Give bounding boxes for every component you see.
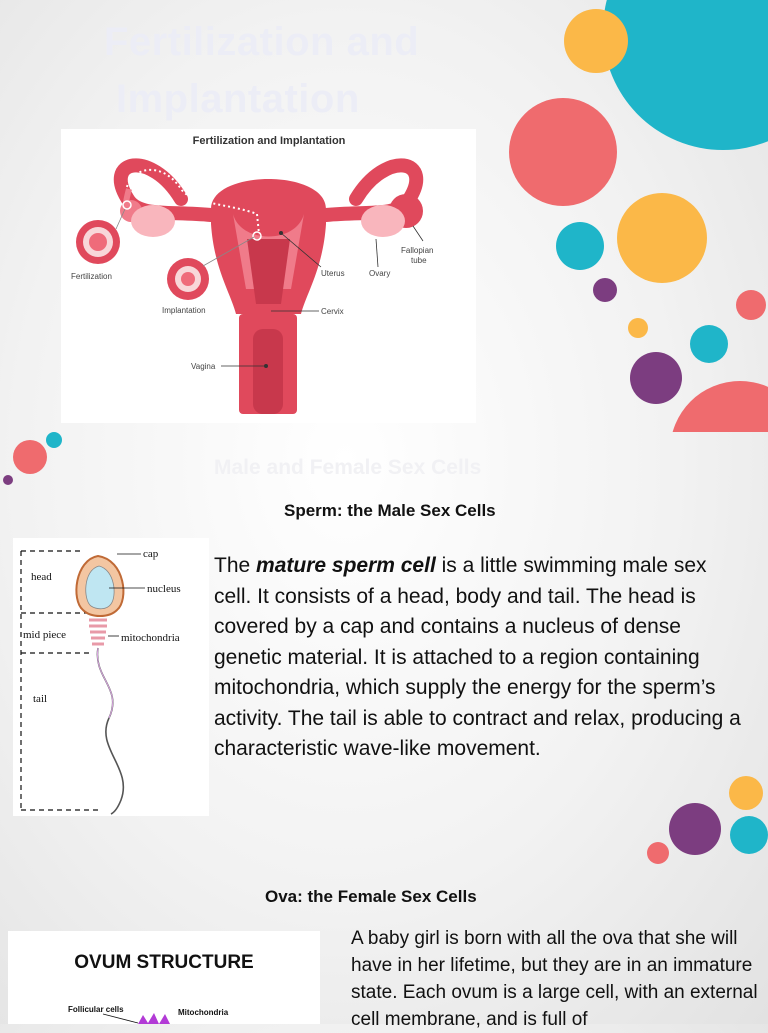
decor-circle-purple-br [669, 803, 721, 855]
label-cap: cap [143, 548, 159, 560]
label-tail: tail [33, 693, 48, 705]
sperm-diagram [13, 538, 209, 816]
sperm-paragraph [214, 551, 744, 765]
decor-circle-coral-half [670, 381, 768, 521]
sperm-text-before: The [214, 554, 257, 577]
sperm-text-emphasis: mature sperm cell [256, 554, 436, 577]
decor-circle-purple-small [593, 278, 617, 302]
page-title-line2: Implantation [116, 77, 360, 121]
label-mid-piece: mid piece [23, 629, 67, 641]
label-cervix: Cervix [321, 307, 344, 316]
decor-circle-orange-tiny [628, 318, 648, 338]
decor-circle-teal [556, 222, 604, 270]
faint-section-heading: Male and Female Sex Cells [214, 456, 482, 479]
label-follicular-cells: Follicular cells [68, 1005, 124, 1014]
decor-circle-teal-medium [690, 325, 728, 363]
figure1-title: Fertilization and Implantation [192, 135, 346, 147]
ovum-diagram [8, 931, 320, 1024]
decor-circle-coral-br [647, 842, 669, 864]
label-fallopian: Fallopian [401, 246, 434, 255]
label-nucleus: nucleus [147, 583, 181, 595]
label-head: head [31, 571, 52, 583]
decor-circle-teal-large [603, 0, 768, 150]
ovum-diagram-title: OVUM STRUCTURE [74, 952, 254, 973]
decor-circle-coral-left [13, 440, 47, 474]
decor-circle-purple [630, 352, 682, 404]
decor-circle-coral-small [736, 290, 766, 320]
ova-heading: Ova: the Female Sex Cells [265, 887, 477, 906]
decor-circle-orange [564, 9, 628, 73]
label-mitochondria: mitochondria [121, 632, 180, 644]
sperm-text-after: is a little swimming male sex cell. It consists of a head, body and tail. The head is covered by a cap and contains a nucleus of dense genetic material. It is attached to a region containing mitochondria, which supply the energy for the sperm’s activity. The tail is able to contract and relax, producing a characteristic wave-like movement. [214, 554, 741, 760]
page-title-line1: Fertilization and [104, 20, 420, 64]
label-ovum-mitochondria: Mitochondria [178, 1008, 229, 1017]
page-title [104, 14, 484, 128]
label-implantation: Implantation [162, 306, 206, 315]
decor-circle-teal-left [46, 432, 62, 448]
label-uterus: Uterus [321, 269, 345, 278]
label-ovary: Ovary [369, 269, 391, 278]
ova-paragraph: A baby girl is born with all the ova that she will have in her lifetime, but they are in an immature state. Each ovum is a large cell, with an external cell membrane, and is full of [351, 928, 758, 1030]
label-fertilization: Fertilization [71, 272, 112, 281]
decor-circle-teal-br [730, 816, 768, 854]
fertilization-diagram [61, 129, 476, 423]
label-vagina: Vagina [191, 362, 216, 371]
label-tube: tube [411, 256, 427, 265]
decor-circle-orange-br [729, 776, 763, 810]
decor-circle-orange-large [617, 193, 707, 283]
decor-circle-purple-left [3, 475, 13, 485]
decor-circle-coral [509, 98, 617, 206]
sperm-heading: Sperm: the Male Sex Cells [284, 501, 496, 520]
